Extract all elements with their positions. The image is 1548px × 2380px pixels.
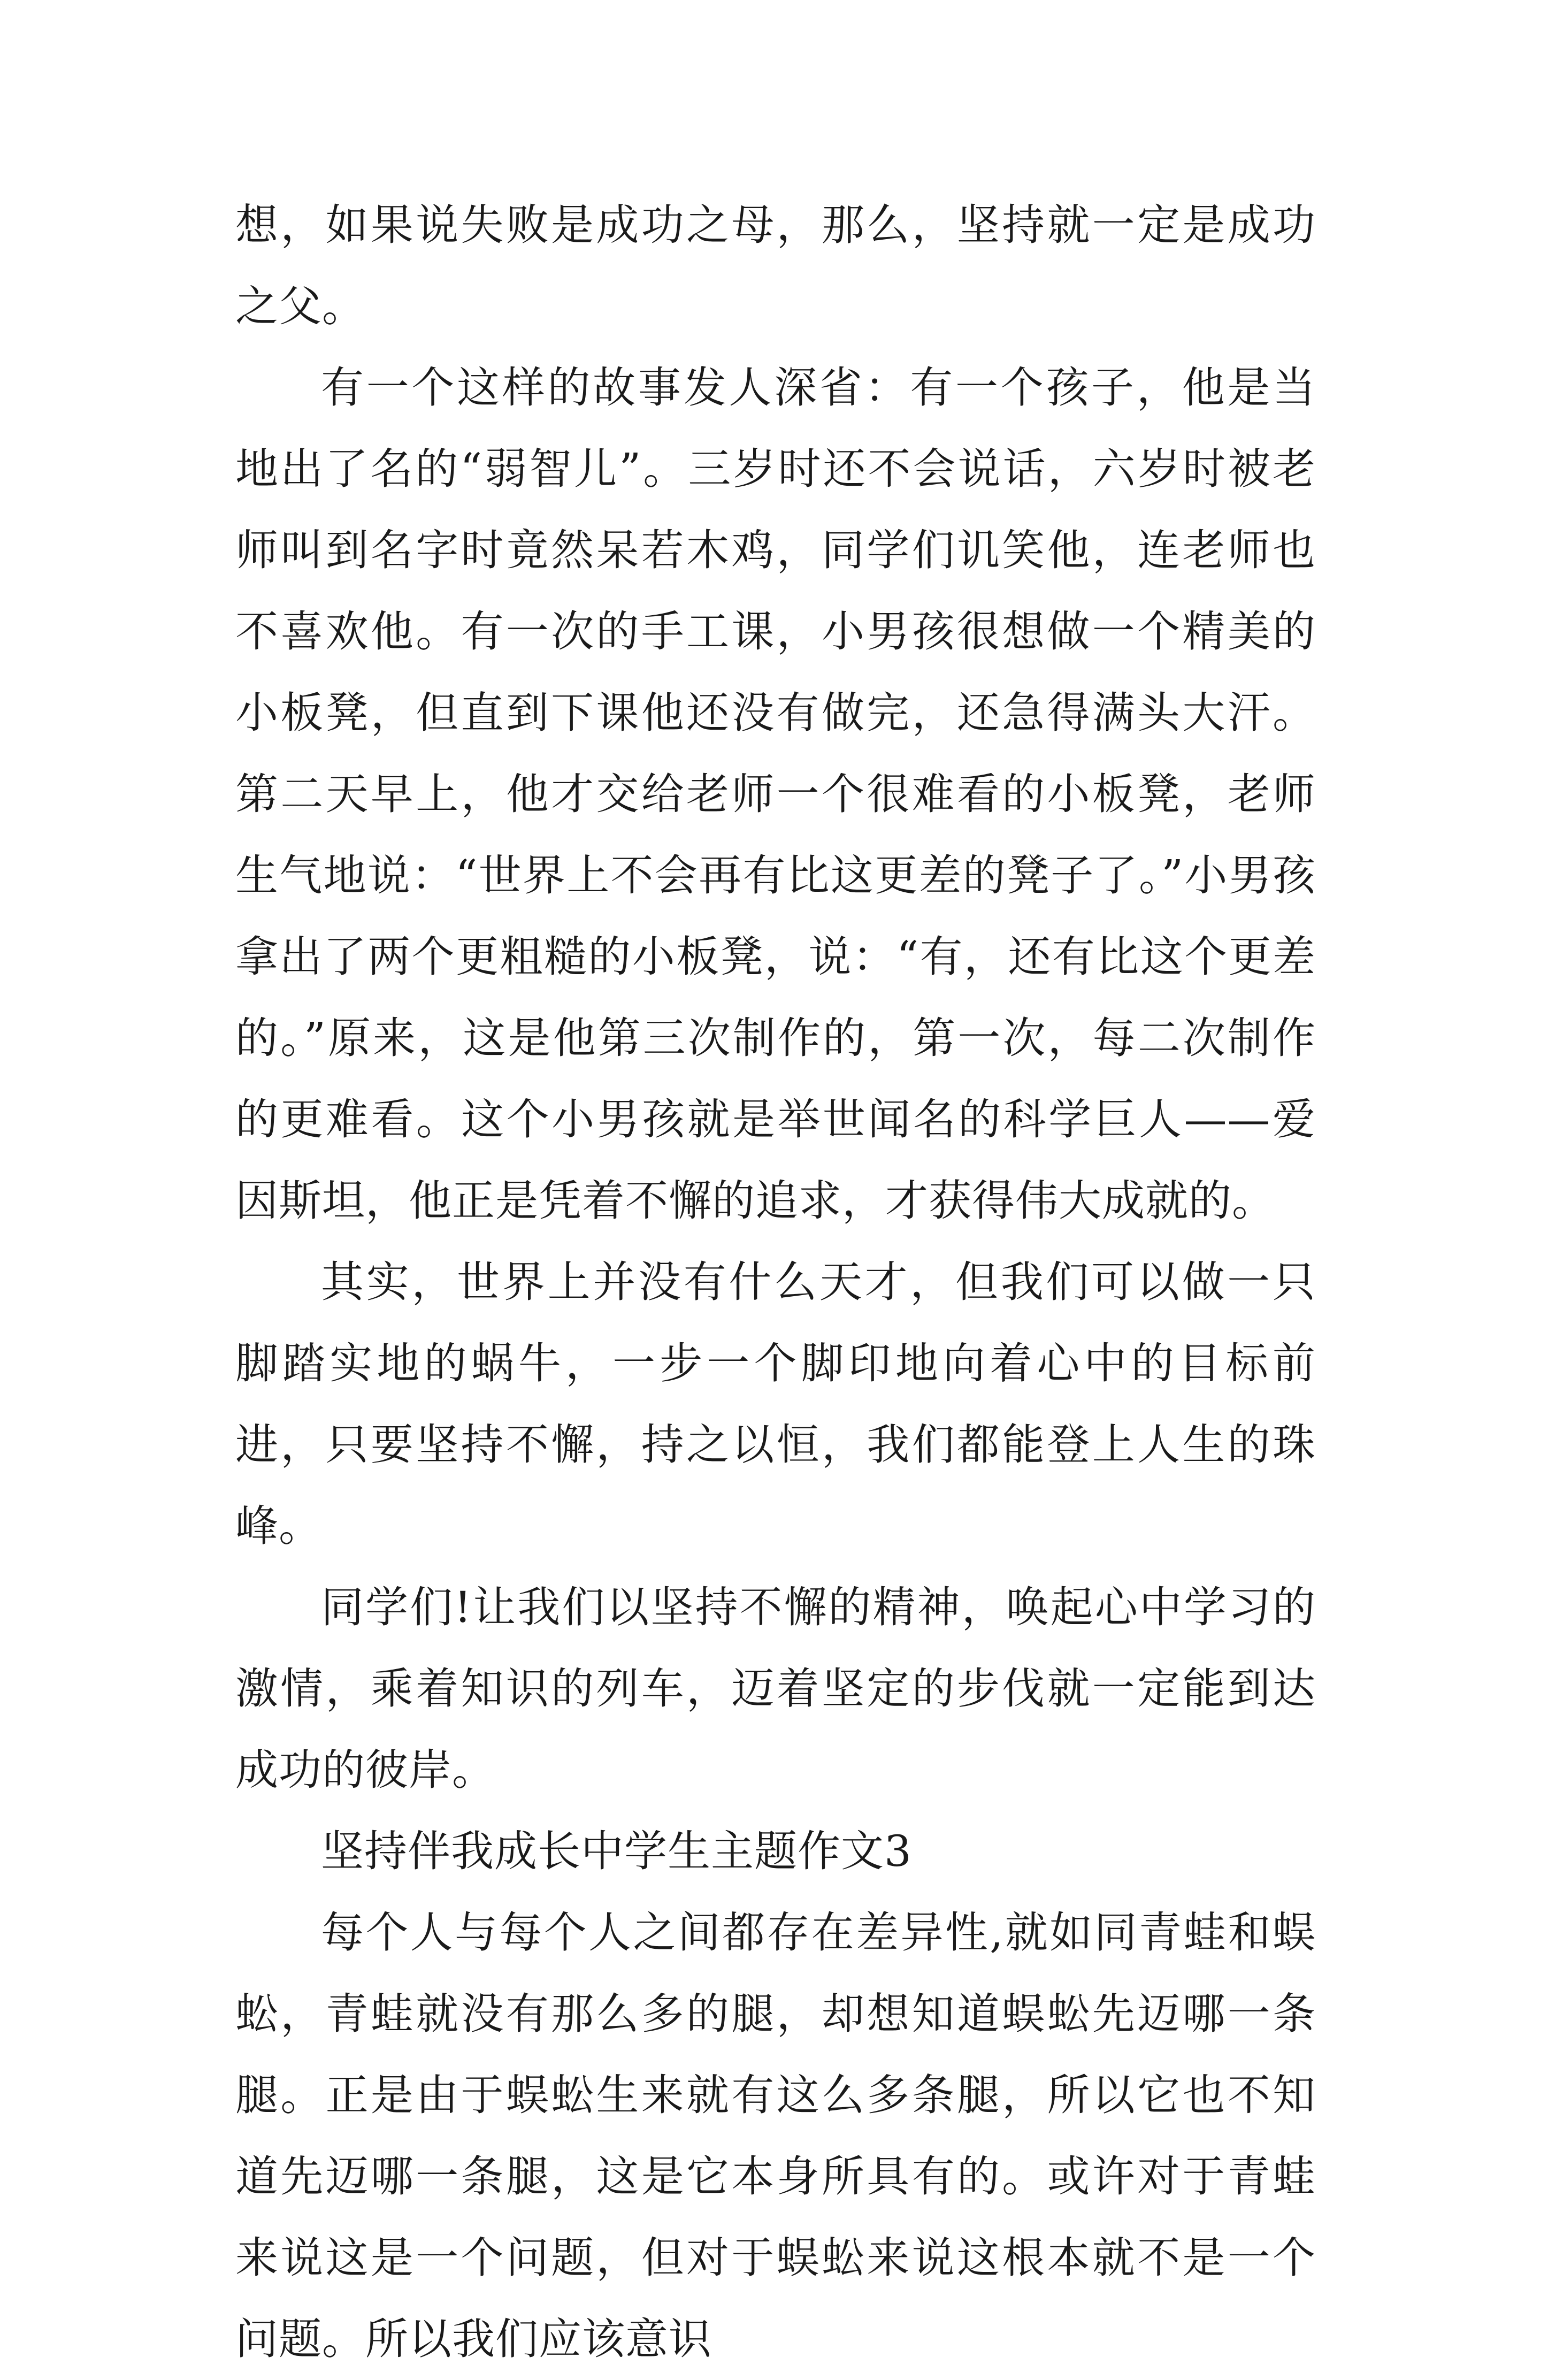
paragraph-snail: 其实，世界上并没有什么天才，但我们可以做一只脚踏实地的蜗牛，一步一个脚印地向着心中的目标前进，只要坚持不懈，持之以恒，我们都能登上人生的珠峰。 bbox=[235, 1257, 1316, 1551]
paragraph-call-to-action: 同学们!让我们以坚持不懈的精神，唤起心中学习的激情，乘着知识的列车，迈着坚定的步伐就一定能到达成功的彼岸。 bbox=[235, 1582, 1316, 1795]
section-heading: 坚持伴我成长中学生主题作文3 bbox=[321, 1826, 912, 1876]
paragraph-einstein-story: 有一个这样的故事发人深省：有一个孩子，他是当地出了名的“弱智儿”。三岁时还不会说话，六岁时被老师叫到名字时竟然呆若木鸡，同学们讥笑他，连老师也不喜欢他。有一次的手工课，小男孩很想做一个精美的小板凳，但直到下课他还没有做完，还急得满头大汗。第二天早上，他才交给老师一个很难看的小板凳，老师生气地说：“世界上不会再有比这更差的凳子了。”小男孩拿出了两个更粗糙的小板凳，说：“有，还有比这个更差的。”原来，这是他第三次制作的，第一次，每二次制作的更难看。这个小男孩就是举世闻名的科学巨人——爱因斯坦，他正是凭着不懈的追求，才获得伟大成就的。 bbox=[235, 363, 1316, 1226]
paragraph-frog-centipede: 每个人与每个人之间都存在差异性,就如同青蛙和蜈蚣，青蛙就没有那么多的腿，却想知道蜈蚣先迈哪一条腿。正是由于蜈蚣生来就有这么多条腿，所以它也不知道先迈哪一条腿，这是它本身所具有的。或许对于青蛙来说这是一个问题，但对于蜈蚣来说这根本就不是一个问题。所以我们应该意识 bbox=[235, 1908, 1316, 2364]
document-body bbox=[235, 185, 1316, 2380]
paragraph-continuation: 想，如果说失败是成功之母，那么，坚持就一定是成功之父。 bbox=[235, 200, 1316, 331]
